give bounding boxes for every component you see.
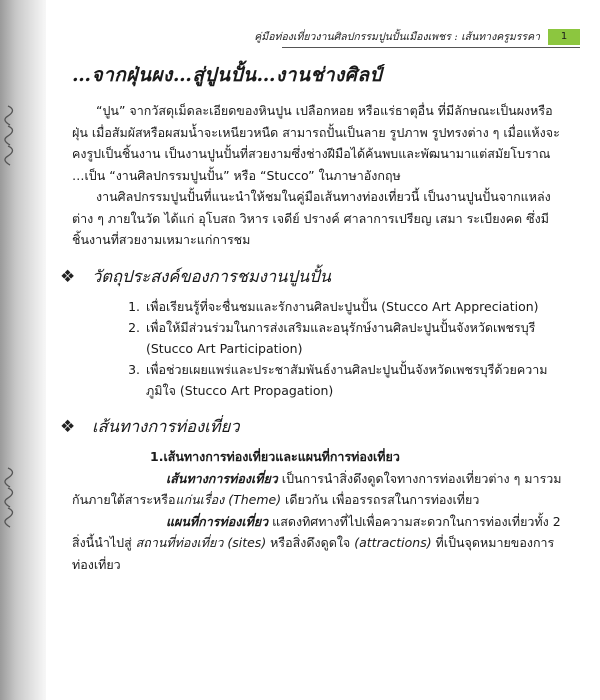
list-item: 1. เพื่อเรียนรู้ที่จะชื่นชมและรักงานศิลปะปูนปั้น (Stucco Art Appreciation) (144, 296, 562, 317)
book-spine (0, 0, 46, 700)
text-run: เป็นการนำสิ่งดึงดูดใจทางการท่องเที่ยวต่าง ๆ มารวมกันภายใต้สาระหรือ (72, 470, 562, 507)
intro-paragraph-2: …เป็น “งานศิลปกรรมปูนปั้น” หรือ “Stucco” ในภาษาอังกฤษ (72, 167, 401, 183)
term-tourist-route: เส้นทางการท่องเที่ยว (166, 470, 278, 486)
list-item: 3. เพื่อช่วยเผยแพร่และประชาสัมพันธ์งานศิลปะปูนปั้นจังหวัดเพชรบุรีด้วยความภูมิใจ (Stucco Art Propagation) (144, 359, 562, 401)
routes-subheading: 1.เส้นทางการท่องเที่ยวและแผนที่การท่องเที่ยว (150, 448, 400, 464)
objectives-list (72, 296, 562, 401)
routes-paragraph-1 (72, 468, 562, 511)
text-run: ที่เป็นจุดหมายของการท่องเที่ยว (72, 535, 555, 572)
diamond-cluster-icon: ❖ (60, 266, 76, 287)
routes-heading (60, 414, 562, 440)
intro-paragraph-3: งานศิลปกรรมปูนปั้นที่แนะนำให้ชมในคู่มือเส้นทางท่องเที่ยวนี้ เป็นงานปูนปั้นจากแหล่งต่าง ๆ ภายในวัด ได้แก่ อุโบสถ วิหาร เจดีย์ ปรางค์ ศาลาการเปรียญ เสมา ระเบียงคด ซึ่งมีชิ้นงานที่สวยงามเหมาะแก่การชม (72, 189, 551, 247)
term-theme: แก่นเรื่อง (Theme) (175, 492, 282, 507)
header-title: คู่มือท่องเที่ยวงานศิลปกรรมปูนปั้นเมืองเพชร : เส้นทางครูมรรคา (254, 31, 540, 43)
text-run: แสดงทิศทางที่ไปเพื่อความสะดวกในการท่องเที่ยวทั้ง 2 สิ่งนี้นำไปสู่ (72, 513, 561, 550)
objectives-heading-text: วัตถุประสงค์ของการชมงานปูนปั้น (92, 266, 331, 286)
diamond-cluster-icon: ❖ (60, 416, 76, 437)
text-run: หรือสิ่งดึงดูดใจ (266, 535, 355, 550)
ornamental-scroll-icon (0, 100, 30, 178)
page-title: …จากฝุ่นผง…สู่ปูนปั้น…งานช่างศิลป์ (72, 64, 383, 86)
routes-paragraph-2 (72, 511, 562, 576)
intro-paragraph-1: “ปูน” จากวัสดุเม็ดละเอียดของหินปูน เปลือกหอย หรือแร่ธาตุอื่น ที่มีลักษณะเป็นผงหรือฝุ่น เมื่อสัมผัสหรือผสมน้ำจะเหนียวหนืด สามารถปั้นเป็นลาย รูปภาพ รูปทรงต่าง ๆ เมื่อแห้งจะคงรูปเป็นชิ้นงาน เป็นงานปูนปั้นที่สวยงามซึ่งช่างฝีมือได้ค้นพบและพัฒนามาแต่สมัยโบราณ (72, 103, 560, 161)
running-header (254, 28, 580, 45)
term-attractions: (attractions) (354, 535, 432, 550)
term-sites: สถานที่ท่องเที่ยว (sites) (135, 535, 267, 550)
term-tourist-map: แผนที่การท่องเที่ยว (166, 513, 269, 529)
text-run: เดียวกัน เพื่ออรรถรสในการท่องเที่ยว (281, 492, 480, 507)
header-rule (282, 47, 580, 48)
list-item: 2. เพื่อให้มีส่วนร่วมในการส่งเสริมและอนุรักษ์งานศิลปะปูนปั้นจังหวัดเพชรบุรี (Stucco Art Participation) (144, 317, 562, 359)
ornamental-scroll-icon (0, 462, 30, 540)
page-content (60, 60, 562, 575)
page-number-badge: 1 (548, 29, 580, 45)
objectives-heading (60, 264, 562, 290)
routes-heading-text: เส้นทางการท่องเที่ยว (92, 416, 240, 436)
